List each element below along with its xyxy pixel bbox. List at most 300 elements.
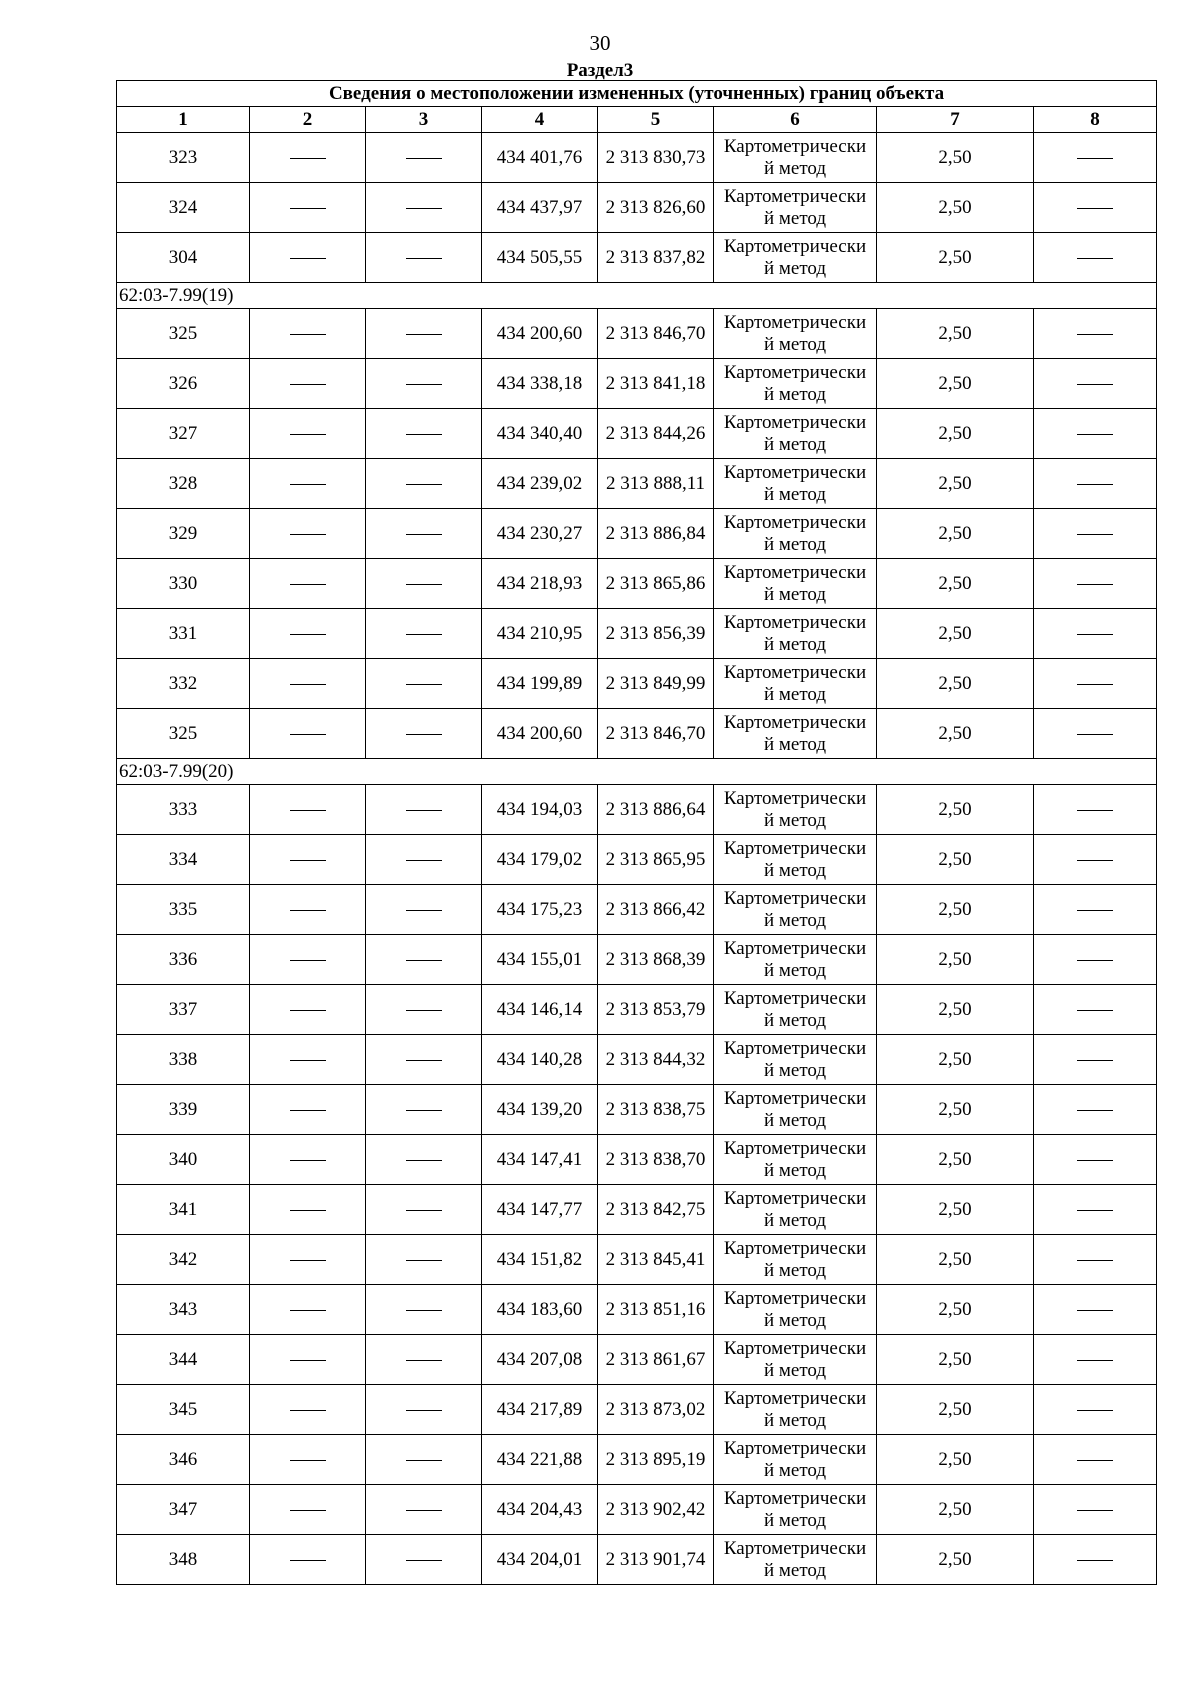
coordinate-y-cell: 2 313 846,70 — [598, 709, 714, 759]
coordinate-y-cell: 2 313 861,67 — [598, 1335, 714, 1385]
col8-empty-cell — [1034, 1035, 1157, 1085]
dash-mark — [406, 1560, 442, 1561]
boundaries-table — [116, 80, 1157, 1585]
dash-mark — [406, 258, 442, 259]
column-number: 2 — [250, 107, 366, 133]
method-line-1: Картометрически — [723, 1287, 867, 1309]
point-number-cell: 341 — [117, 1185, 250, 1235]
method-line-2: й метод — [763, 1209, 827, 1231]
method-cell — [714, 785, 877, 835]
coordinate-x-cell: 434 194,03 — [482, 785, 598, 835]
point-number-cell: 304 — [117, 233, 250, 283]
coordinate-y-cell: 2 313 901,74 — [598, 1535, 714, 1585]
col8-empty-cell — [1034, 359, 1157, 409]
dash-mark — [1077, 1510, 1113, 1511]
dash-mark — [406, 434, 442, 435]
method-cell — [714, 1135, 877, 1185]
col3-empty-cell — [366, 459, 482, 509]
coordinate-x-cell: 434 147,41 — [482, 1135, 598, 1185]
column-number: 8 — [1034, 107, 1157, 133]
coordinate-y-cell: 2 313 886,64 — [598, 785, 714, 835]
table-row — [117, 985, 1157, 1035]
coordinate-y-cell: 2 313 866,42 — [598, 885, 714, 935]
accuracy-cell: 2,50 — [877, 1085, 1034, 1135]
col2-empty-cell — [250, 359, 366, 409]
column-number: 5 — [598, 107, 714, 133]
method-cell — [714, 709, 877, 759]
dash-mark — [290, 208, 326, 209]
method-line-2: й метод — [763, 333, 827, 355]
method-cell — [714, 409, 877, 459]
method-line-1: Картометрически — [723, 461, 867, 483]
col8-empty-cell — [1034, 1535, 1157, 1585]
coordinate-x-cell: 434 199,89 — [482, 659, 598, 709]
table-row — [117, 935, 1157, 985]
dash-mark — [290, 258, 326, 259]
method-line-1: Картометрически — [723, 561, 867, 583]
col3-empty-cell — [366, 709, 482, 759]
coordinate-y-cell: 2 313 845,41 — [598, 1235, 714, 1285]
accuracy-cell: 2,50 — [877, 133, 1034, 183]
dash-mark — [406, 334, 442, 335]
dash-mark — [290, 384, 326, 385]
point-number-cell: 326 — [117, 359, 250, 409]
coordinate-y-cell: 2 313 830,73 — [598, 133, 714, 183]
method-cell — [714, 609, 877, 659]
method-cell — [714, 835, 877, 885]
method-line-1: Картометрически — [723, 987, 867, 1009]
point-number-cell: 345 — [117, 1385, 250, 1435]
dash-mark — [406, 684, 442, 685]
point-number-cell: 340 — [117, 1135, 250, 1185]
coordinate-x-cell: 434 175,23 — [482, 885, 598, 935]
col2-empty-cell — [250, 1235, 366, 1285]
dash-mark — [406, 484, 442, 485]
method-cell — [714, 509, 877, 559]
coordinate-y-cell: 2 313 844,26 — [598, 409, 714, 459]
col8-empty-cell — [1034, 785, 1157, 835]
table-row — [117, 1035, 1157, 1085]
method-cell — [714, 459, 877, 509]
col2-empty-cell — [250, 309, 366, 359]
accuracy-cell: 2,50 — [877, 1185, 1034, 1235]
accuracy-cell: 2,50 — [877, 1485, 1034, 1535]
table-row — [117, 459, 1157, 509]
col8-empty-cell — [1034, 1385, 1157, 1435]
accuracy-cell: 2,50 — [877, 409, 1034, 459]
method-line-1: Картометрически — [723, 1487, 867, 1509]
col8-empty-cell — [1034, 183, 1157, 233]
column-number-row — [117, 107, 1157, 133]
col8-empty-cell — [1034, 985, 1157, 1035]
table-row — [117, 1335, 1157, 1385]
method-line-2: й метод — [763, 1259, 827, 1281]
method-line-1: Картометрически — [723, 1337, 867, 1359]
dash-mark — [406, 1010, 442, 1011]
method-line-2: й метод — [763, 1059, 827, 1081]
coordinate-x-cell: 434 204,01 — [482, 1535, 598, 1585]
dash-mark — [1077, 1060, 1113, 1061]
table-body — [117, 81, 1157, 1585]
dash-mark — [1077, 1560, 1113, 1561]
point-number-cell: 346 — [117, 1435, 250, 1485]
table-row — [117, 1235, 1157, 1285]
section-title: Раздел3 — [566, 60, 634, 81]
accuracy-cell: 2,50 — [877, 885, 1034, 935]
dash-mark — [290, 484, 326, 485]
column-number: 1 — [117, 107, 250, 133]
col3-empty-cell — [366, 1385, 482, 1435]
method-line-1: Картометрически — [723, 837, 867, 859]
method-line-1: Картометрически — [723, 1437, 867, 1459]
col3-empty-cell — [366, 133, 482, 183]
coordinate-y-cell: 2 313 838,70 — [598, 1135, 714, 1185]
method-line-2: й метод — [763, 157, 827, 179]
method-line-1: Картометрически — [723, 411, 867, 433]
coordinate-y-cell: 2 313 856,39 — [598, 609, 714, 659]
col2-empty-cell — [250, 785, 366, 835]
col8-empty-cell — [1034, 935, 1157, 985]
accuracy-cell: 2,50 — [877, 183, 1034, 233]
col3-empty-cell — [366, 359, 482, 409]
method-cell — [714, 1535, 877, 1585]
method-line-2: й метод — [763, 207, 827, 229]
col3-empty-cell — [366, 1235, 482, 1285]
point-number-cell: 323 — [117, 133, 250, 183]
table-row — [117, 359, 1157, 409]
col3-empty-cell — [366, 609, 482, 659]
dash-mark — [406, 734, 442, 735]
coordinate-y-cell: 2 313 851,16 — [598, 1285, 714, 1335]
point-number-cell: 343 — [117, 1285, 250, 1335]
col3-empty-cell — [366, 1285, 482, 1335]
col3-empty-cell — [366, 1085, 482, 1135]
table-row — [117, 1085, 1157, 1135]
coordinate-y-cell: 2 313 865,95 — [598, 835, 714, 885]
coordinate-y-cell: 2 313 886,84 — [598, 509, 714, 559]
method-line-1: Картометрически — [723, 1387, 867, 1409]
dash-mark — [406, 1310, 442, 1311]
col3-empty-cell — [366, 1035, 482, 1085]
dash-mark — [290, 860, 326, 861]
coordinate-x-cell: 434 139,20 — [482, 1085, 598, 1135]
method-line-1: Картометрически — [723, 185, 867, 207]
col8-empty-cell — [1034, 509, 1157, 559]
dash-mark — [290, 1110, 326, 1111]
point-number-cell: 333 — [117, 785, 250, 835]
point-number-cell: 332 — [117, 659, 250, 709]
col3-empty-cell — [366, 835, 482, 885]
dash-mark — [406, 634, 442, 635]
coordinate-x-cell: 434 221,88 — [482, 1435, 598, 1485]
dash-mark — [1077, 734, 1113, 735]
method-line-1: Картометрически — [723, 361, 867, 383]
col2-empty-cell — [250, 835, 366, 885]
col3-empty-cell — [366, 509, 482, 559]
dash-mark — [1077, 860, 1113, 861]
dash-mark — [290, 534, 326, 535]
accuracy-cell: 2,50 — [877, 985, 1034, 1035]
col8-empty-cell — [1034, 133, 1157, 183]
accuracy-cell: 2,50 — [877, 359, 1034, 409]
dash-mark — [406, 158, 442, 159]
point-number-cell: 329 — [117, 509, 250, 559]
table-row — [117, 183, 1157, 233]
method-line-2: й метод — [763, 433, 827, 455]
dash-mark — [1077, 584, 1113, 585]
accuracy-cell: 2,50 — [877, 1235, 1034, 1285]
method-line-1: Картометрически — [723, 661, 867, 683]
dash-mark — [406, 208, 442, 209]
dash-mark — [1077, 1460, 1113, 1461]
col2-empty-cell — [250, 985, 366, 1035]
col2-empty-cell — [250, 1085, 366, 1135]
coordinate-x-cell: 434 204,43 — [482, 1485, 598, 1535]
method-line-1: Картометрически — [723, 787, 867, 809]
dash-mark — [1077, 1310, 1113, 1311]
col3-empty-cell — [366, 935, 482, 985]
col2-empty-cell — [250, 1535, 366, 1585]
col2-empty-cell — [250, 1285, 366, 1335]
table-row — [117, 559, 1157, 609]
col8-empty-cell — [1034, 885, 1157, 935]
accuracy-cell: 2,50 — [877, 1435, 1034, 1485]
col8-empty-cell — [1034, 459, 1157, 509]
table-row — [117, 885, 1157, 935]
method-line-1: Картометрически — [723, 1087, 867, 1109]
point-number-cell: 335 — [117, 885, 250, 935]
method-line-1: Картометрически — [723, 1537, 867, 1559]
coordinate-y-cell: 2 313 844,32 — [598, 1035, 714, 1085]
accuracy-cell: 2,50 — [877, 1285, 1034, 1335]
method-line-1: Картометрически — [723, 1137, 867, 1159]
col2-empty-cell — [250, 459, 366, 509]
coordinate-x-cell: 434 200,60 — [482, 709, 598, 759]
coordinate-x-cell: 434 218,93 — [482, 559, 598, 609]
method-line-1: Картометрически — [723, 511, 867, 533]
col8-empty-cell — [1034, 1435, 1157, 1485]
dash-mark — [1077, 810, 1113, 811]
col3-empty-cell — [366, 1485, 482, 1535]
point-number-cell: 344 — [117, 1335, 250, 1385]
col8-empty-cell — [1034, 609, 1157, 659]
method-cell — [714, 985, 877, 1035]
dash-mark — [1077, 960, 1113, 961]
method-line-2: й метод — [763, 959, 827, 981]
method-line-1: Картометрически — [723, 1237, 867, 1259]
col2-empty-cell — [250, 1435, 366, 1485]
col8-empty-cell — [1034, 1285, 1157, 1335]
method-line-2: й метод — [763, 1309, 827, 1331]
dash-mark — [1077, 484, 1113, 485]
col3-empty-cell — [366, 309, 482, 359]
dash-mark — [290, 1360, 326, 1361]
table-row — [117, 509, 1157, 559]
point-number-cell: 339 — [117, 1085, 250, 1135]
dash-mark — [1077, 1160, 1113, 1161]
dash-mark — [1077, 534, 1113, 535]
coordinate-y-cell: 2 313 841,18 — [598, 359, 714, 409]
dash-mark — [1077, 1210, 1113, 1211]
table-caption: Сведения о местоположении измененных (уточненных) границ объекта — [117, 81, 1157, 107]
col3-empty-cell — [366, 409, 482, 459]
dash-mark — [406, 1210, 442, 1211]
method-line-2: й метод — [763, 1009, 827, 1031]
accuracy-cell: 2,50 — [877, 659, 1034, 709]
method-line-2: й метод — [763, 1459, 827, 1481]
dash-mark — [290, 1510, 326, 1511]
coordinate-x-cell: 434 207,08 — [482, 1335, 598, 1385]
col8-empty-cell — [1034, 659, 1157, 709]
method-cell — [714, 1085, 877, 1135]
point-number-cell: 342 — [117, 1235, 250, 1285]
col2-empty-cell — [250, 1035, 366, 1085]
coordinate-x-cell: 434 183,60 — [482, 1285, 598, 1335]
method-cell — [714, 1335, 877, 1385]
col2-empty-cell — [250, 935, 366, 985]
coordinate-y-cell: 2 313 888,11 — [598, 459, 714, 509]
coordinate-x-cell: 434 179,02 — [482, 835, 598, 885]
dash-mark — [1077, 384, 1113, 385]
dash-mark — [290, 1160, 326, 1161]
coordinate-y-cell: 2 313 842,75 — [598, 1185, 714, 1235]
method-cell — [714, 1385, 877, 1435]
col2-empty-cell — [250, 133, 366, 183]
point-number-cell: 348 — [117, 1535, 250, 1585]
point-number-cell: 325 — [117, 309, 250, 359]
method-line-1: Картометрически — [723, 937, 867, 959]
method-line-1: Картометрически — [723, 611, 867, 633]
col8-empty-cell — [1034, 1185, 1157, 1235]
accuracy-cell: 2,50 — [877, 835, 1034, 885]
dash-mark — [1077, 1260, 1113, 1261]
coordinate-x-cell: 434 151,82 — [482, 1235, 598, 1285]
dash-mark — [406, 1160, 442, 1161]
col3-empty-cell — [366, 1135, 482, 1185]
col2-empty-cell — [250, 1185, 366, 1235]
method-cell — [714, 1185, 877, 1235]
method-cell — [714, 233, 877, 283]
dash-mark — [1077, 208, 1113, 209]
column-number: 7 — [877, 107, 1034, 133]
dash-mark — [406, 1110, 442, 1111]
dash-mark — [406, 1410, 442, 1411]
table-row — [117, 1485, 1157, 1535]
method-cell — [714, 183, 877, 233]
coordinate-x-cell: 434 340,40 — [482, 409, 598, 459]
col8-empty-cell — [1034, 709, 1157, 759]
table-row — [117, 1535, 1157, 1585]
dash-mark — [1077, 434, 1113, 435]
point-number-cell: 324 — [117, 183, 250, 233]
col8-empty-cell — [1034, 1135, 1157, 1185]
accuracy-cell: 2,50 — [877, 935, 1034, 985]
table-row — [117, 609, 1157, 659]
method-line-2: й метод — [763, 683, 827, 705]
col3-empty-cell — [366, 885, 482, 935]
point-number-cell: 337 — [117, 985, 250, 1035]
coordinate-y-cell: 2 313 849,99 — [598, 659, 714, 709]
method-line-2: й метод — [763, 633, 827, 655]
method-cell — [714, 659, 877, 709]
table-row — [117, 1285, 1157, 1335]
col2-empty-cell — [250, 509, 366, 559]
coordinate-x-cell: 434 147,77 — [482, 1185, 598, 1235]
method-line-2: й метод — [763, 1559, 827, 1581]
method-cell — [714, 1485, 877, 1535]
accuracy-cell: 2,50 — [877, 1385, 1034, 1435]
point-number-cell: 338 — [117, 1035, 250, 1085]
accuracy-cell: 2,50 — [877, 709, 1034, 759]
group-label: 62:03-7.99(20) — [117, 759, 1157, 785]
point-number-cell: 330 — [117, 559, 250, 609]
dash-mark — [406, 860, 442, 861]
accuracy-cell: 2,50 — [877, 233, 1034, 283]
accuracy-cell: 2,50 — [877, 1135, 1034, 1185]
coordinate-x-cell: 434 155,01 — [482, 935, 598, 985]
table-row — [117, 1435, 1157, 1485]
col2-empty-cell — [250, 1385, 366, 1435]
col3-empty-cell — [366, 1335, 482, 1385]
point-number-cell: 331 — [117, 609, 250, 659]
table-row — [117, 659, 1157, 709]
accuracy-cell: 2,50 — [877, 559, 1034, 609]
dash-mark — [290, 1260, 326, 1261]
method-line-2: й метод — [763, 909, 827, 931]
method-line-2: й метод — [763, 383, 827, 405]
point-number-cell: 347 — [117, 1485, 250, 1535]
col3-empty-cell — [366, 785, 482, 835]
accuracy-cell: 2,50 — [877, 1535, 1034, 1585]
method-line-2: й метод — [763, 1409, 827, 1431]
dash-mark — [1077, 634, 1113, 635]
col8-empty-cell — [1034, 409, 1157, 459]
method-line-1: Картометрически — [723, 135, 867, 157]
col2-empty-cell — [250, 609, 366, 659]
point-number-cell: 336 — [117, 935, 250, 985]
column-number: 3 — [366, 107, 482, 133]
accuracy-cell: 2,50 — [877, 1335, 1034, 1385]
dash-mark — [290, 1310, 326, 1311]
dash-mark — [290, 434, 326, 435]
dash-mark — [290, 634, 326, 635]
coordinate-x-cell: 434 140,28 — [482, 1035, 598, 1085]
dash-mark — [290, 1410, 326, 1411]
col2-empty-cell — [250, 1485, 366, 1535]
dash-mark — [1077, 1010, 1113, 1011]
dash-mark — [1077, 1360, 1113, 1361]
col2-empty-cell — [250, 233, 366, 283]
dash-mark — [406, 1510, 442, 1511]
coordinate-x-cell: 434 239,02 — [482, 459, 598, 509]
coordinate-x-cell: 434 338,18 — [482, 359, 598, 409]
col2-empty-cell — [250, 183, 366, 233]
col8-empty-cell — [1034, 1235, 1157, 1285]
dash-mark — [406, 1060, 442, 1061]
coordinate-y-cell: 2 313 868,39 — [598, 935, 714, 985]
dash-mark — [290, 910, 326, 911]
col2-empty-cell — [250, 1135, 366, 1185]
dash-mark — [406, 810, 442, 811]
dash-mark — [406, 584, 442, 585]
method-line-1: Картометрически — [723, 311, 867, 333]
accuracy-cell: 2,50 — [877, 459, 1034, 509]
table-row — [117, 309, 1157, 359]
table-row — [117, 835, 1157, 885]
col2-empty-cell — [250, 1335, 366, 1385]
dash-mark — [290, 1460, 326, 1461]
method-line-2: й метод — [763, 1509, 827, 1531]
